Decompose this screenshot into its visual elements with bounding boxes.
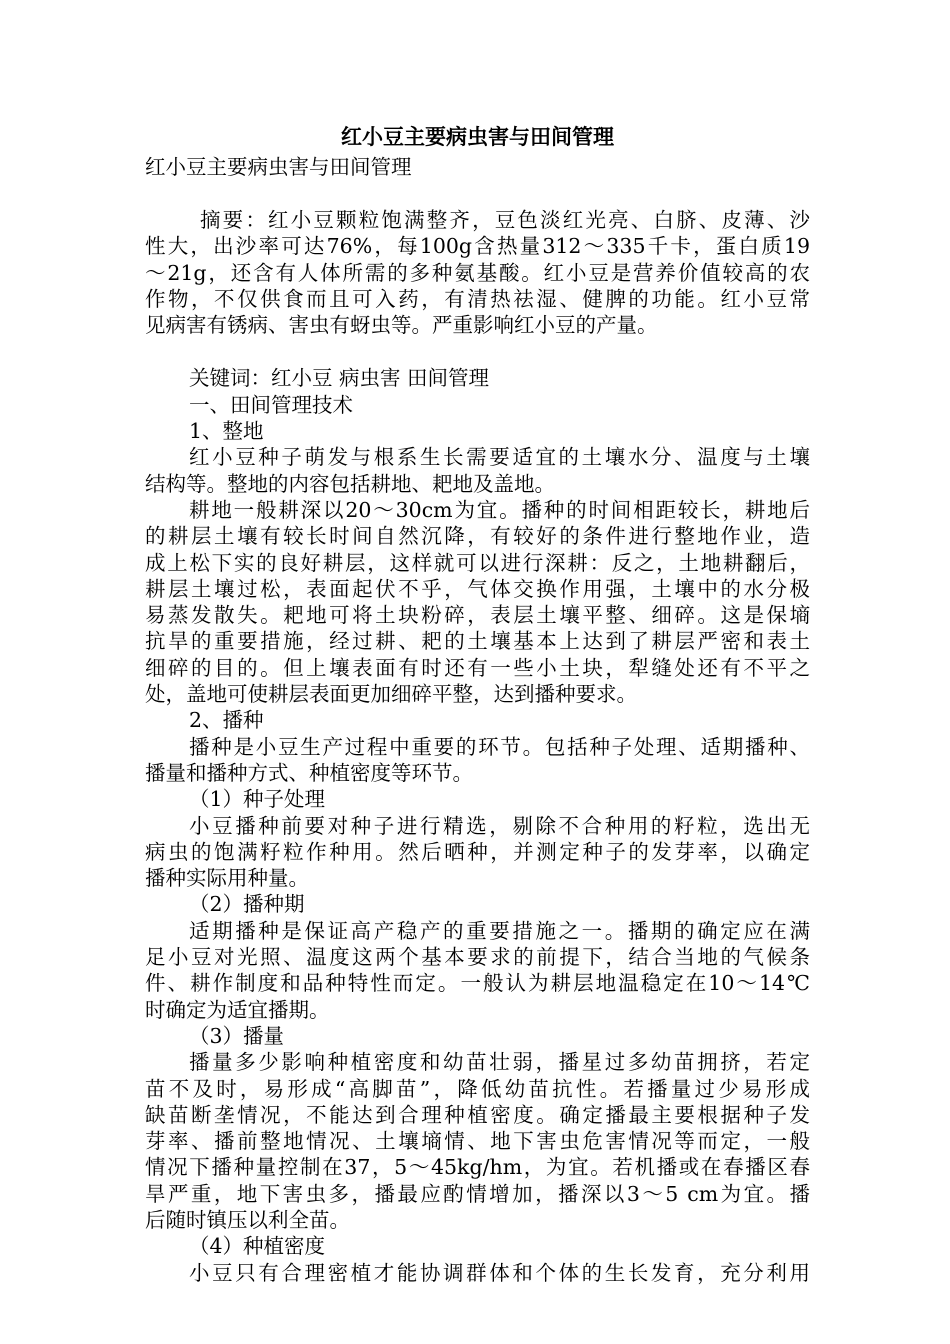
- section-heading: 一、田间管理技术: [189, 392, 353, 417]
- document-page: [145, 120, 810, 1286]
- paragraph-line: 缺苗断垄情况，不能达到合理种植密度。确定播最主要根据种子发: [145, 1102, 810, 1127]
- abstract-line: 见病害有锈病、害虫有蚜虫等。严重影响红小豆的产量。: [145, 313, 658, 338]
- paragraph-line: 病虫的饱满籽粒作种用。然后晒种，并测定种子的发芽率，以确定: [145, 839, 810, 864]
- paragraph-line: 易蒸发散失。耙地可将土块粉碎，表层土壤平整、细碎。这是保墒: [145, 603, 810, 628]
- paragraph-line: 时确定为适宜播期。: [145, 997, 330, 1022]
- abstract-line: 摘要：红小豆颗粒饱满整齐，豆色淡红光亮、白脐、皮薄、沙: [200, 208, 810, 232]
- paragraph-line: 适期播种是保证高产稳产的重要措施之一。播期的确定应在满: [189, 918, 810, 943]
- paragraph-line: 件、耕作制度和品种特性而定。一般认为耕层地温稳定在10～14℃: [145, 971, 810, 996]
- keywords: 关键词：红小豆 病虫害 田间管理: [189, 366, 490, 391]
- paragraph-line: 结构等。整地的内容包括耕地、耙地及盖地。: [145, 471, 555, 496]
- subsection-heading: 2、播种: [189, 708, 264, 733]
- paragraph-line: 苗不及时，易形成“高脚苗”，降低幼苗抗性。若播量过少易形成: [145, 1076, 810, 1101]
- document-subtitle: 红小豆主要病虫害与田间管理: [145, 155, 412, 179]
- paragraph-line: 细碎的目的。但上壤表面有时还有一些小土块，犁缝处还有不平之: [145, 655, 810, 680]
- paragraph-line: 成上松下实的良好耕层，这样就可以进行深耕：反之，土地耕翻后，: [145, 550, 810, 575]
- paragraph-line: 红小豆种子萌发与根系生长需要适宜的土壤水分、温度与土壤: [189, 445, 810, 470]
- item-heading: （1）种子处理: [189, 787, 326, 812]
- paragraph-line: 播种实际用种量。: [145, 866, 309, 891]
- item-heading: （3）播量: [189, 1023, 285, 1048]
- paragraph-line: 播量多少影响种植密度和幼苗壮弱，播星过多幼苗拥挤，若定: [189, 1050, 810, 1075]
- paragraph-line: 播量和播种方式、种植密度等环节。: [145, 760, 473, 785]
- paragraph-line: 后随时镇压以利全苗。: [145, 1207, 350, 1232]
- abstract-line: 性大，出沙率可达76%，每100g含热量312～335千卡，蛋白质19: [145, 234, 810, 259]
- abstract: [145, 207, 810, 338]
- item-heading: （4）种植密度: [189, 1234, 326, 1259]
- paragraph-line: 小豆播种前要对种子进行精选，剔除不合种用的籽粒，选出无: [189, 813, 810, 838]
- subsection-heading: 1、整地: [189, 419, 264, 444]
- document-title: 红小豆主要病虫害与田间管理: [341, 124, 614, 149]
- paragraph-line: 情况下播种量控制在37，5～45kg/hm，为宜。若机播或在春播区春: [145, 1155, 810, 1180]
- paragraph-line: 耕层土壤过松，表面起伏不乎，气体交换作用强，土壤中的水分极: [145, 576, 810, 601]
- paragraph-line: 抗旱的重要措施，经过耕、耙的土壤基本上达到了耕层严密和表土: [145, 629, 810, 654]
- paragraph-line: 旱严重，地下害虫多，播最应酌情增加，播深以3～5 cm为宜。播: [145, 1181, 810, 1206]
- paragraph-line: 播种是小豆生产过程中重要的环节。包括种子处理、适期播种、: [189, 734, 810, 759]
- abstract-line: 作物，不仅供食而且可入药，有清热祛湿、健脾的功能。红小豆常: [145, 286, 810, 311]
- paragraph-line: 处，盖地可使耕层表面更加细碎平整，达到播种要求。: [145, 682, 637, 707]
- paragraph-line: 小豆只有合理密植才能协调群体和个体的生长发育，充分利用: [189, 1260, 810, 1285]
- item-heading: （2）播种期: [189, 892, 305, 917]
- paragraph-line: 芽率、播前整地情况、土壤墒情、地下害虫危害情况等而定，一般: [145, 1129, 810, 1154]
- paragraph-line: 足小豆对光照、温度这两个基本要求的前提下，结合当地的气候条: [145, 945, 810, 970]
- paragraph-line: 的耕层土壤有较长时间自然沉降，有较好的条件进行整地作业，造: [145, 524, 810, 549]
- abstract-line: ～21g，还含有人体所需的多种氨基酸。红小豆是营养价值较高的农: [145, 260, 810, 285]
- paragraph-line: 耕地一般耕深以20～30cm为宜。播种的时间相距较长，耕地后: [189, 497, 810, 522]
